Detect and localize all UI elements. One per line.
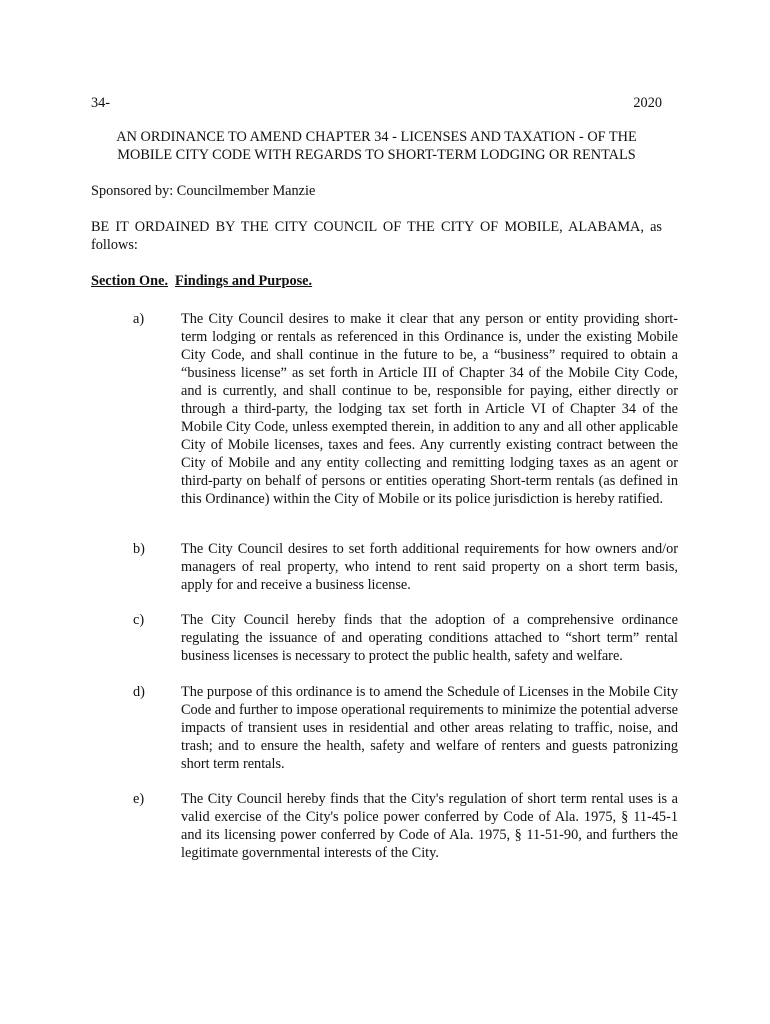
section-title: Findings and Purpose. [175,273,313,289]
title-line-1: AN ORDINANCE TO AMEND CHAPTER 34 - LICENSES AND TAXATION - OF THE [116,129,637,145]
section-label: Section One. [91,273,169,289]
title-line-2: MOBILE CITY CODE WITH REGARDS TO SHORT-TERM LODGING OR RENTALS [117,147,636,163]
item-text: The City Council hereby finds that the adoption of a comprehensive ordinance regulating the issuance of and operating conditions attached to “short term” rental business licenses is necessary to protect the public health, safety and welfare. [181,612,678,664]
item-label: d) [133,684,145,700]
item-label: e) [133,791,145,807]
ordinance-number: 34- [91,95,111,111]
section-heading [91,272,312,290]
item-text: The City Council desires to make it clear that any person or entity providing short-term lodging or rentals as referenced in this Ordinance is, under the existing Mobile City Code, and shall continue in the future to be, a “business” required to obtain a “business license” as set forth in Article III of Chapter 34 of the Mobile City Code, and is currently, and shall continue to be, responsible for paying, either directly or through a third-party, the lodging tax set forth in Article VI of Chapter 34 of the Mobile City Code, unless exempted therein, in addition to any and all other applicable City of Mobile licenses, taxes and fees. Any currently existing contract between the City of Mobile and any entity collecting and remitting lodging taxes as an agent or third-party on behalf of persons or entities operating Short-term rentals (as defined in this Ordinance) within the City of Mobile or its police jurisdiction is hereby ratified. [181,311,678,507]
enacting-clause: BE IT ORDAINED BY THE CITY COUNCIL OF THE CITY OF MOBILE, ALABAMA, as follows: [91,219,662,253]
item-label: b) [133,541,145,557]
ordinance-title [91,128,662,164]
item-label: a) [133,311,145,327]
sponsor-line: Sponsored by: Councilmember Manzie [91,183,316,199]
ordinance-year: 2020 [633,95,662,111]
item-text: The purpose of this ordinance is to amend the Schedule of Licenses in the Mobile City Code and further to impose operational requirements to minimize the potential adverse impacts of transient uses in residential and other areas relating to traffic, noise, and trash; and to ensure the health, safety and welfare of renters and guests patronizing short term rentals. [181,684,678,772]
item-text: The City Council hereby finds that the City's regulation of short term rental uses is a valid exercise of the City's police power conferred by Code of Ala. 1975, § 11-45-1 and its licensing power conferred by Code of Ala. 1975, § 11-51-90, and furthers the legitimate governmental interests of the City. [181,791,678,861]
item-text: The City Council desires to set forth additional requirements for how owners and/or managers of real property, who intend to rent said property on a short term basis, apply for and receive a business license. [181,541,678,593]
item-label: c) [133,612,145,628]
